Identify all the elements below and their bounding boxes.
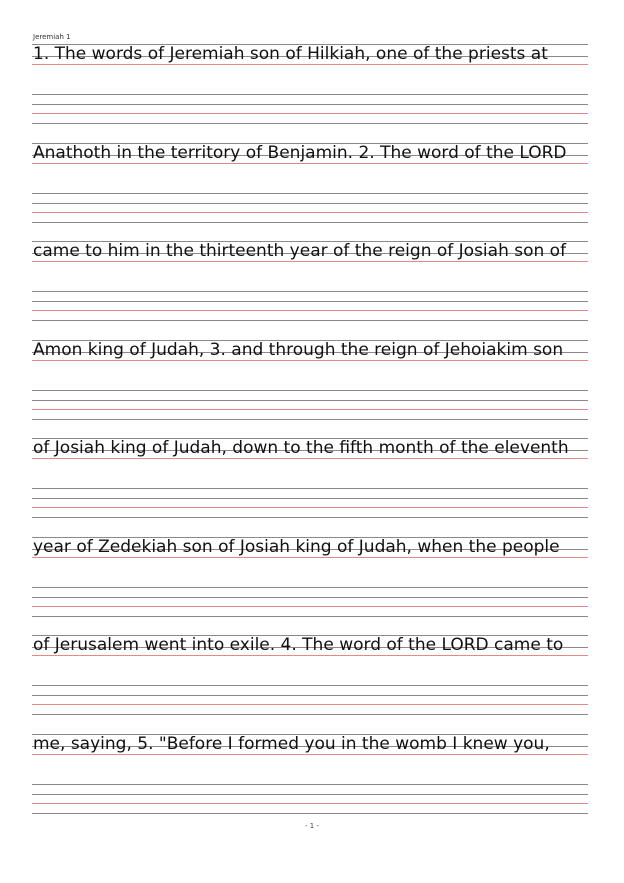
writing-line-block [32,241,588,331]
writing-line-block [32,44,588,134]
guide-rule [32,813,588,814]
guide-rule [32,714,588,715]
guide-rule [32,587,588,588]
guide-rule [32,94,588,95]
guide-rule [32,222,588,223]
practice-text-line: Amon king of Judah, 3. and through the reign of Jehoiakim son [33,339,564,360]
baseline-rule [32,64,588,65]
writing-line-block [32,340,588,430]
guide-rule [32,203,588,204]
baseline-rule [32,606,588,607]
baseline-rule [32,754,588,755]
page-number: - 1 - [305,822,319,830]
baseline-rule [32,261,588,262]
guide-rule [32,695,588,696]
guide-rule [32,597,588,598]
page-header: Jeremiah 1 [33,33,71,41]
baseline-rule [32,458,588,459]
practice-text-line: me, saying, 5. "Before I formed you in the womb I knew you, [33,733,550,754]
guide-rule [32,685,588,686]
practice-text-line: came to him in the thirteenth year of the reign of Josiah son of [33,241,567,261]
baseline-rule [32,409,588,410]
writing-line-block [32,537,588,627]
baseline-rule [32,163,588,164]
guide-rule [32,104,588,105]
writing-line-block [32,438,588,528]
guide-rule [32,291,588,292]
baseline-rule [32,310,588,311]
baseline-rule [32,113,588,114]
baseline-rule [32,803,588,804]
baseline-rule [32,360,588,361]
practice-text-line: Anathoth in the territory of Benjamin. 2. The word of the LORD [33,142,567,163]
guide-rule [32,488,588,489]
baseline-rule [32,655,588,656]
guide-rule [32,320,588,321]
practice-text-line: of Josiah king of Judah, down to the fifth month of the eleventh [33,438,569,458]
guide-rule [32,794,588,795]
guide-rule [32,517,588,518]
practice-text-line: year of Zedekiah son of Josiah king of Judah, when the people [33,536,560,557]
guide-rule [32,193,588,194]
guide-rule [32,419,588,420]
baseline-rule [32,507,588,508]
baseline-rule [32,704,588,705]
guide-rule [32,784,588,785]
guide-rule [32,400,588,401]
baseline-rule [32,557,588,558]
guide-rule [32,390,588,391]
practice-text-line: 1. The words of Jeremiah son of Hilkiah, one of the priests at [33,44,548,64]
guide-rule [32,498,588,499]
baseline-rule [32,212,588,213]
writing-line-block [32,734,588,824]
guide-rule [32,301,588,302]
guide-rule [32,616,588,617]
writing-line-block [32,143,588,233]
writing-line-block [32,635,588,725]
practice-text-line: of Jerusalem went into exile. 4. The word of the LORD came to [33,635,564,655]
guide-rule [32,123,588,124]
